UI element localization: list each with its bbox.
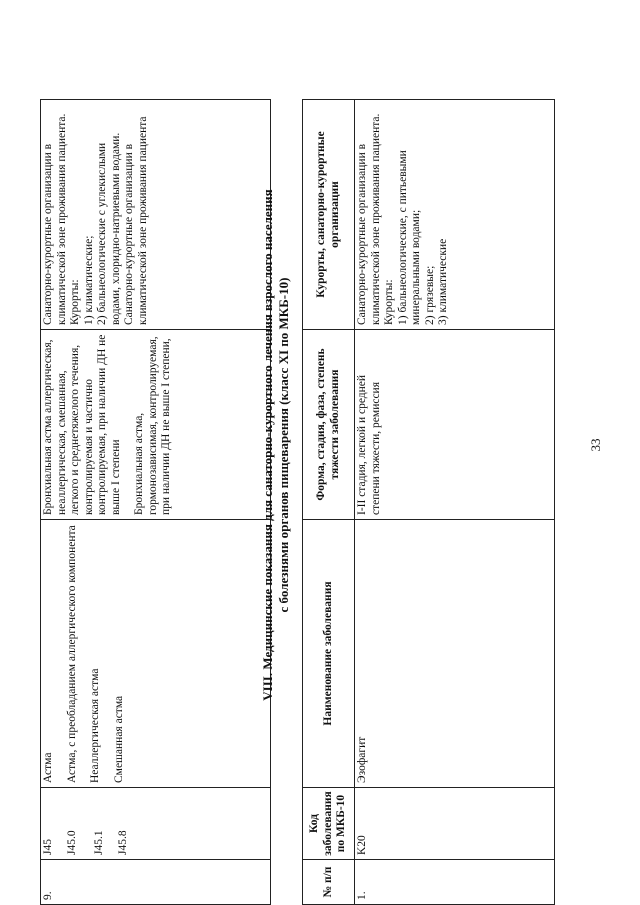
header-num: № п/п — [303, 860, 355, 905]
form-cell — [41, 330, 271, 520]
table-row — [41, 100, 271, 905]
code-cell — [41, 788, 271, 860]
row-number: 1. — [355, 860, 555, 905]
name-cell: Эзофагит — [355, 520, 555, 788]
code-j45: J45 — [42, 839, 54, 855]
header-form: Форма, стадия, фаза, степень тяжести заболевания — [303, 330, 355, 520]
resort-line: Санаторно-курортные организации в климатической зоне проживания пациента — [123, 116, 149, 325]
code-j45-8: J45.8 — [116, 830, 129, 855]
resort-line: Санаторно-курортные организации в климатической зоне проживания пациента. — [42, 113, 68, 325]
code-cell: K20 — [355, 788, 555, 860]
form-text-1: Бронхиальная астма аллергическая, неаллергическая, смешанная, легкого и среднетяжелого течения, контролируемая и частично контролируемая, при наличии ДН не выше I степени — [42, 334, 122, 515]
resort-line: 2) бальнеологические с углекислыми водами, хлоридно-натриевыми водами. — [96, 132, 122, 325]
section-title-line2: с болезнями органов пищеварения (класс XI по МКБ-10) — [276, 277, 291, 613]
resort-line: 3) климатические — [437, 238, 449, 325]
section-title-line1: VIII. Медицинские показания для санаторно-курортного лечения взрослого населения — [260, 189, 275, 701]
row-number: 9. — [41, 860, 271, 905]
table-header-row — [303, 100, 355, 905]
header-name: Наименование заболевания — [303, 520, 355, 788]
resort-cell — [355, 100, 555, 330]
section-heading — [260, 185, 292, 705]
code-j45-0: J45.0 — [65, 830, 78, 855]
digestive-table — [302, 99, 555, 905]
header-code: Код заболевания по МКБ-10 — [303, 788, 355, 860]
name-asthma: Астма — [42, 752, 54, 783]
resort-line: 2) грязевые; — [423, 265, 436, 325]
asthma-table — [40, 99, 271, 905]
name-allergic-asthma: Астма, с преобладанием аллергического компонента — [65, 525, 78, 783]
resort-line: Санаторно-курортные организации в климатической зоне проживания пациента. — [356, 113, 382, 325]
name-mixed-asthma: Смешанная астма — [112, 695, 125, 783]
resort-line: 1) бальнеологические, с питьевыми минеральными водами; — [396, 150, 422, 325]
table-row — [355, 100, 555, 905]
resort-line: 1) климатические; — [82, 235, 95, 325]
code-j45-1: J45.1 — [93, 830, 105, 855]
resort-line: Курорты: — [383, 279, 395, 325]
form-text-2: Бронхиальная астма, гормонозависимая, контролируемая, при наличии ДН не выше I степени, — [133, 336, 172, 515]
resort-cell — [41, 100, 271, 330]
header-resort: Курорты, санаторно-курортные организации — [303, 100, 355, 330]
name-nonallergic-asthma: Неаллергическая астма — [89, 668, 101, 783]
name-cell — [41, 520, 271, 788]
resort-line: Курорты: — [69, 279, 81, 325]
form-cell: I-II стадия, легкой и средней степени тяжести, ремиссия — [355, 330, 555, 520]
page-number: 33 — [588, 438, 603, 452]
